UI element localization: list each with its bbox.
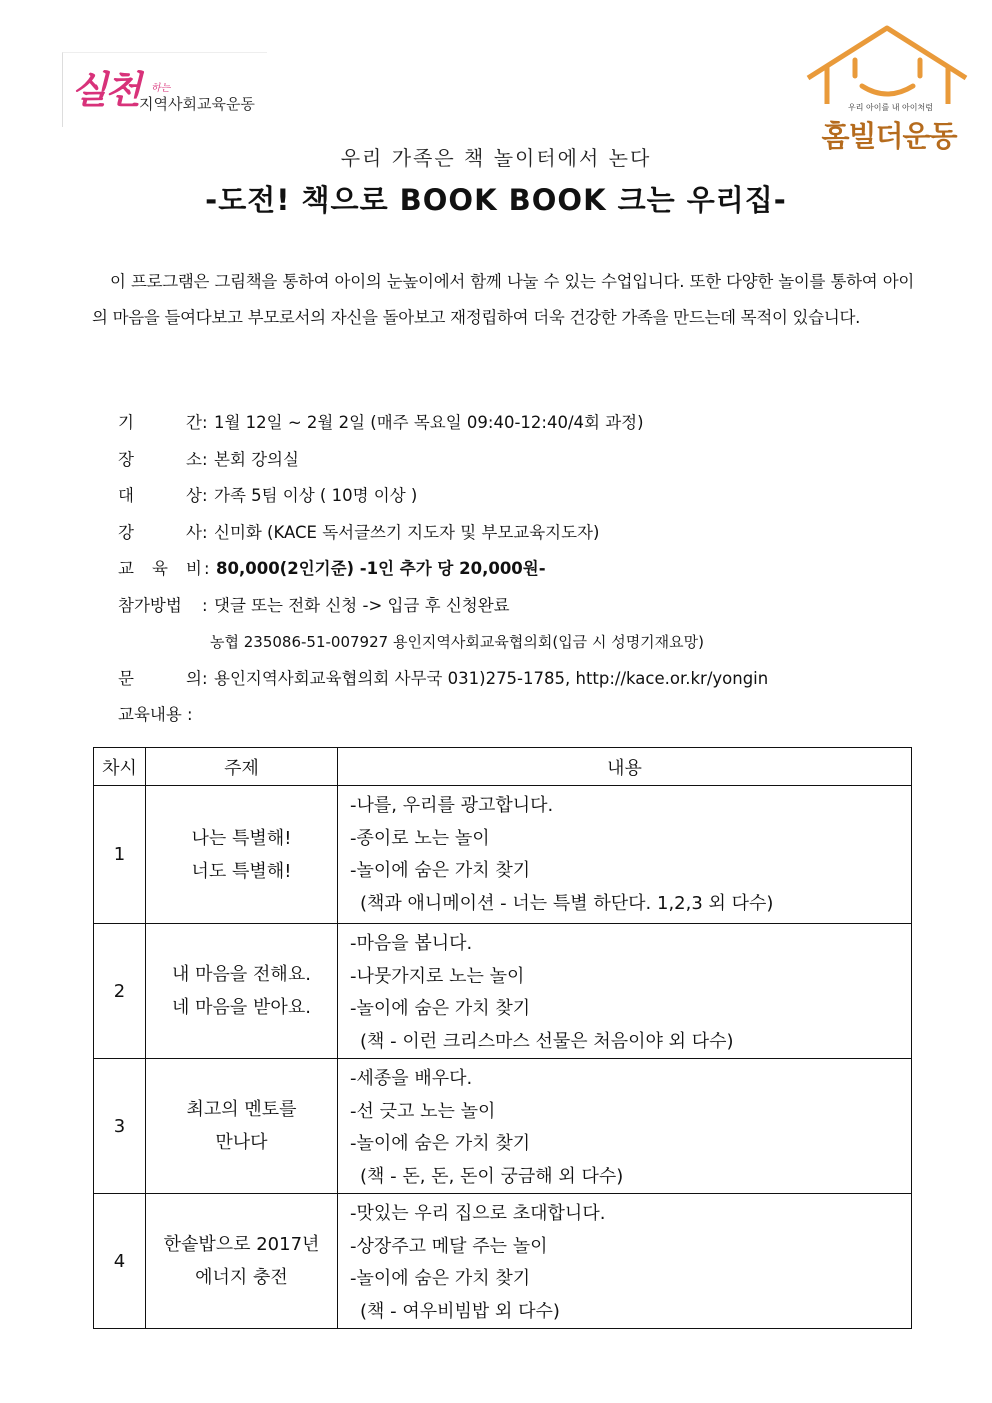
header-content: 내용 [338,748,912,786]
community-education-logo [62,52,267,127]
table-header-row [94,748,912,786]
info-target: 대 상 : 가족 5팀 이상 ( 10명 이상 ) [118,481,938,518]
info-label: 강 사 [118,522,202,542]
logo-tagline: 우리 아이를 내 아이처럼 [848,103,933,112]
info-label: 기 간 [118,413,202,432]
info-instructor: 강 사 : 신미화 (KACE 독서글쓰기 지도자 및 부모교육지도자) [118,518,938,555]
logo-small-text: 하는 [151,83,171,94]
session-topic: 한솥밥으로 2017년 에너지 충전 [146,1194,338,1329]
info-fee: 교 육 비 : 80,000(2인기준) -1인 추가 당 20,000원- [118,554,938,591]
info-value: 1월 12일 ~ 2월 2일 (매주 목요일 09:40-12:40/4회 과정) [214,413,644,432]
table-row [94,786,912,924]
session-number: 1 [94,786,146,924]
info-label: 문 의 [118,668,202,688]
info-contact: 문 의 : 용인지역사회교육협의회 사무국 031)275-1785, http://kace.or.kr/yongin [118,664,938,701]
session-book-note: (책과 애니메이션 - 너는 특별 하단다. 1,2,3 외 다수) [360,892,774,914]
session-content: -맛있는 우리 집으로 초대합니다. -상장주고 메달 주는 놀이 -놀이에 숨은 가치 찾기 (책 - 여우비빔밥 외 다수) [338,1194,912,1329]
session-number: 4 [94,1194,146,1329]
house-smile-icon [800,22,975,104]
info-value: 신미화 (KACE 독서글쓰기 지도자 및 부모교육지도자) [214,522,600,542]
info-account: 농협 235086-51-007927 용인지역사회교육협의회(입금 시 성명기재요망) [210,633,704,651]
info-label: 참가방법 [118,595,182,615]
info-period: 기 간 : 1월 12일 ~ 2월 2일 (매주 목요일 09:40-12:40/4회 과정) [118,408,938,445]
header-topic: 주제 [146,748,338,786]
table-row [94,1059,912,1194]
info-value: 가족 5팀 이상 ( 10명 이상 ) [214,486,418,505]
header-session: 차시 [94,748,146,786]
info-apply: 참가방법 : 댓글 또는 전화 신청 -> 입금 후 신청완료 [118,591,938,628]
info-place: 장 소 : 본회 강의실 [118,445,938,482]
session-topic: 나는 특별해! 너도 특별해! [146,786,338,924]
page-title: -도전! 책으로 BOOK BOOK 크는 우리집- [205,183,787,217]
info-value: 댓글 또는 전화 신청 -> 입금 후 신청완료 [214,595,510,615]
logo-org-name: 지역사회교육운동 [139,95,255,113]
session-book-note: (책 - 여우비빔밥 외 다수) [360,1300,560,1322]
session-content: -마음을 봅니다. -나뭇가지로 노는 놀이 -놀이에 숨은 가치 찾기 (책 - 이런 크리스마스 선물은 처음이야 외 다수) [338,924,912,1059]
session-topic: 내 마음을 전해요. 네 마음을 받아요. [146,924,338,1059]
info-value: 본회 강의실 [214,449,299,469]
table-row [94,1194,912,1329]
table-row [94,924,912,1059]
info-label: 장 소 [118,449,202,469]
session-content: -나를, 우리를 광고합니다. -종이로 노는 놀이 -놀이에 숨은 가치 찾기 (책과 애니메이션 - 너는 특별 하단다. 1,2,3 외 다수) [338,786,912,924]
session-number: 3 [94,1059,146,1194]
info-label: 교 육 비 [118,559,202,578]
page-subtitle: 우리 가족은 책 놀이터에서 논다 [340,146,652,170]
session-book-note: (책 - 돈, 돈, 돈이 궁금해 외 다수) [360,1165,624,1187]
info-value: 80,000(2인기준) -1인 추가 당 20,000원- [216,559,546,578]
logo-script-text: 실천 [71,67,139,112]
program-info [118,408,938,737]
intro-paragraph: 이 프로그램은 그림책을 통하여 아이의 눈높이에서 함께 나눌 수 있는 수업입니다. 또한 다양한 놀이를 통하여 아이의 마음을 들여다보고 부모로서의 자신을 돌아보고 재정립하여 더욱 건강한 가족을 만드는데 목적이 있습니다. [92,272,914,327]
homebuilder-logo [800,22,975,157]
session-book-note: (책 - 이런 크리스마스 선물은 처음이야 외 다수) [360,1030,734,1052]
session-content: -세종을 배우다. -선 긋고 노는 놀이 -놀이에 숨은 가치 찾기 (책 - 돈, 돈, 돈이 궁금해 외 다수) [338,1059,912,1194]
logo-brand-name: 홈빌더운동 [821,119,957,153]
info-content-label: 교육내용 : [118,705,193,724]
session-topic: 최고의 멘토를 만나다 [146,1059,338,1194]
schedule-table [93,747,912,1329]
info-label: 대 상 [118,486,202,505]
session-number: 2 [94,924,146,1059]
info-value: 용인지역사회교육협의회 사무국 031)275-1785, http://kace.or.kr/yongin [214,668,769,688]
